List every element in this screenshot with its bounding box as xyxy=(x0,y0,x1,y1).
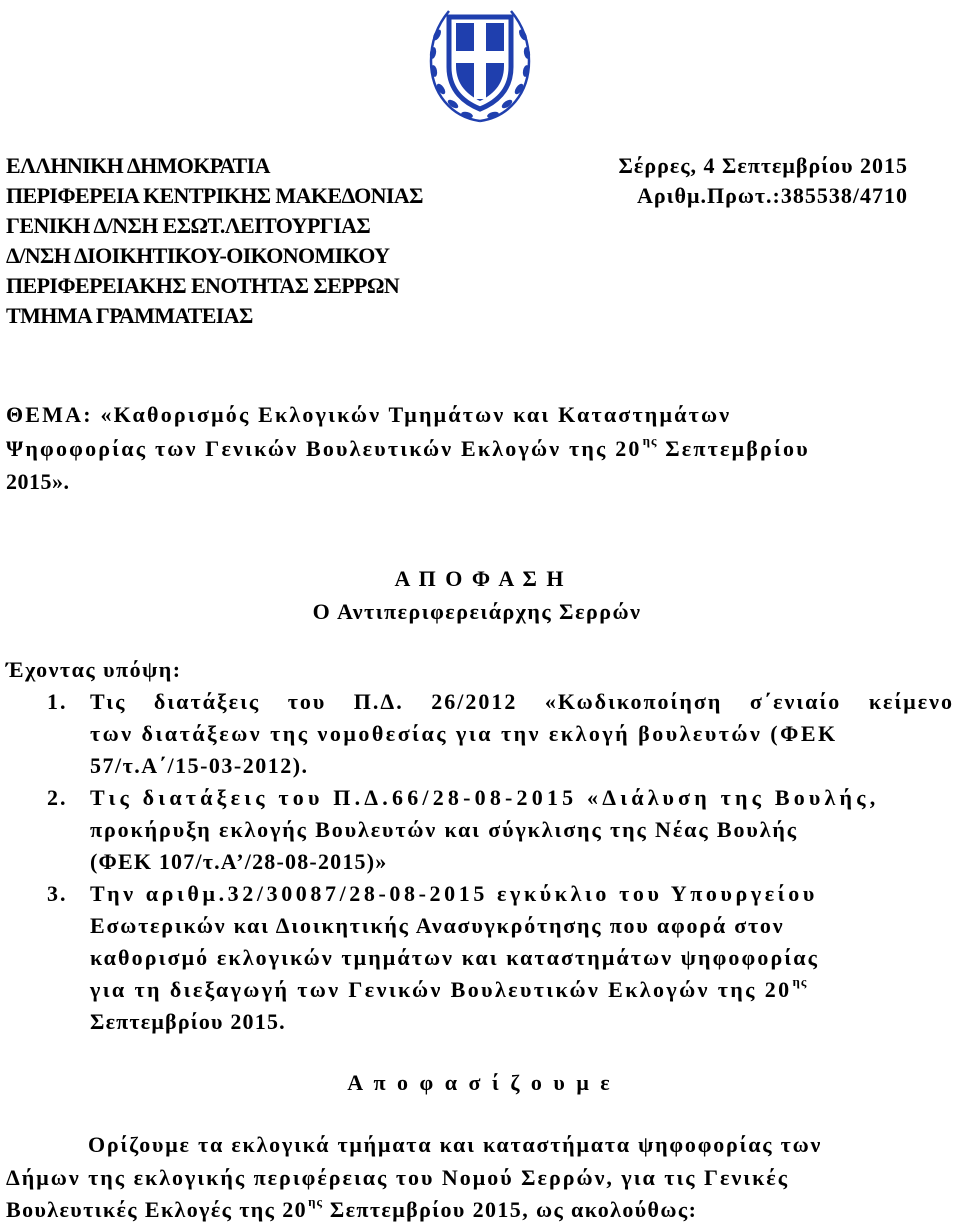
greek-coat-of-arms-icon xyxy=(423,5,537,125)
final-line-1: Ορίζουμε τα εκλογικά τμήματα και καταστήματα ψηφοφορίας των xyxy=(88,1132,823,1157)
subject-line-3: 2015». xyxy=(6,469,70,494)
place-date: Σέρρες, 4 Σεπτεμβρίου 2015 xyxy=(618,153,908,178)
item-3-number: 3. xyxy=(47,881,68,906)
item-3-line-1: Την αριθμ.32/30087/28-08-2015 εγκύκλιο του Υπουργείου xyxy=(90,881,818,906)
header-line-6: ΤΜΗΜΑ ΓΡΑΜΜΑΤΕΙΑΣ xyxy=(6,303,253,328)
item-2-number: 2. xyxy=(47,785,68,810)
header-line-4: Δ/ΝΣΗ ΔΙΟΙΚΗΤΙΚΟΥ-ΟΙΚΟΝΟΜΙΚΟΥ xyxy=(6,243,390,268)
header-line-2: ΠΕΡΙΦΕΡΕΙΑ ΚΕΝΤΡΙΚΗΣ ΜΑΚΕΔΟΝΙΑΣ xyxy=(6,183,423,208)
item-1-line-2: των διατάξεων της νομοθεσίας για την εκλογή βουλευτών (ΦΕΚ xyxy=(90,721,838,746)
considering-label: Έχοντας υπόψη: xyxy=(6,657,182,682)
item-2-line-1: Τις διατάξεις του Π.Δ.66/28-08-2015 «Διάλυση της Βουλής, xyxy=(90,785,880,810)
header-line-3: ΓΕΝΙΚΗ Δ/ΝΣΗ ΕΣΩΤ.ΛΕΙΤΟΥΡΓΙΑΣ xyxy=(6,213,371,238)
item-3-line-5: Σεπτεμβρίου 2015. xyxy=(90,1009,286,1034)
item-3-line-2: Εσωτερικών και Διοικητικής Ανασυγκρότησης που αφορά στον xyxy=(90,913,785,938)
resolve-title: Α π ο φ α σ ί ζ ο υ μ ε xyxy=(347,1070,613,1095)
protocol-number: Αριθμ.Πρωτ.:385538/4710 xyxy=(637,183,908,208)
item-2-line-2: προκήρυξη εκλογής Βουλευτών και σύγκλισης της Νέας Βουλής xyxy=(90,817,798,842)
item-1-number: 1. xyxy=(47,689,68,714)
final-line-2: Δήμων της εκλογικής περιφέρειας του Νομού Σερρών, για τις Γενικές xyxy=(6,1165,789,1190)
header-line-5: ΠΕΡΙΦΕΡΕΙΑΚΗΣ ΕΝΟΤΗΤΑΣ ΣΕΡΡΩΝ xyxy=(6,273,400,298)
item-3-line-4: για τη διεξαγωγή των Γενικών Βουλευτικών Εκλογών της $20^{\eta\varsigma}$ xyxy=(90,974,808,1002)
subject-line-2: Ψηφοφορίας των Γενικών Βουλευτικών Εκλογών της $20^{\eta\varsigma}$ Σεπτεμβρίου xyxy=(6,433,810,461)
item-1-line-1: Τις διατάξεις του Π.Δ. 26/2012 «Κωδικοποίηση σ΄ενιαίο κείμενο xyxy=(90,689,954,714)
item-2-line-3: (ΦΕΚ 107/τ.Α’/28-08-2015)» xyxy=(90,849,388,874)
decision-title: Α Π Ο Φ Α Σ Η xyxy=(394,566,566,591)
final-line-3: Βουλευτικές Εκλογές της $20^{\eta\varsigma}$ Σεπτεμβρίου 2015, ως ακολούθως: xyxy=(6,1194,698,1222)
item-1-line-3: 57/τ.Α΄/15-03-2012). xyxy=(90,753,309,778)
decision-issuer: Ο Αντιπεριφερειάρχης Σερρών xyxy=(312,599,642,624)
header-line-1: ΕΛΛΗΝΙΚΗ ΔΗΜΟΚΡΑΤΙΑ xyxy=(6,153,270,178)
item-3-line-3: καθορισμό εκλογικών τμημάτων και καταστημάτων ψηφοφορίας xyxy=(90,945,820,970)
subject-line-1: ΘΕΜΑ: «Καθορισμός Εκλογικών Τμημάτων και Καταστημάτων xyxy=(6,402,732,427)
